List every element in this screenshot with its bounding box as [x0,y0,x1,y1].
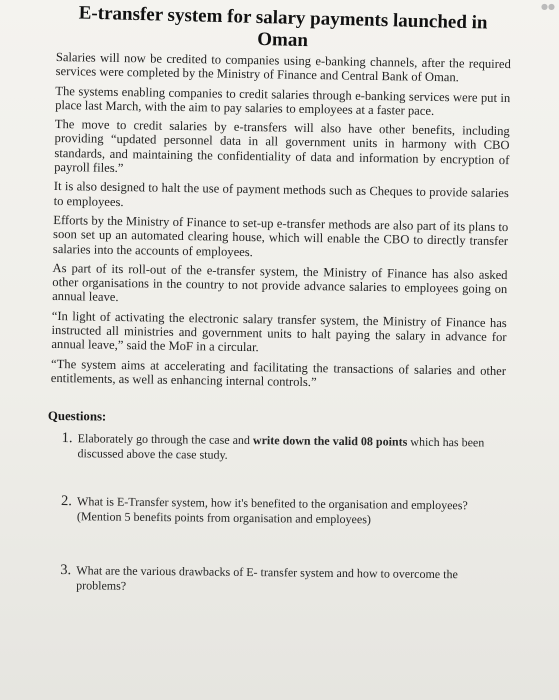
questions-heading: Questions: [47,409,107,424]
signal-icon: ●● [541,2,555,11]
article-body [51,50,511,392]
question-text: What is E-Transfer system, how it's benefited to the organisation and employees? (Mention 5 benefits points from organisation and employees) [76,494,468,527]
question-number: 2. [60,493,72,510]
article-title-line-2: Oman [256,28,309,52]
questions-section [47,409,511,597]
article-title-line-1: E-transfer system for salary payments launched in [78,2,488,34]
paragraph-8: “The system aims at accelerating and facilitating the transactions of salaries and other entitlements, as well as enhancing internal controls.” [50,356,507,390]
article-title [55,0,511,57]
question-number: 1. [61,430,73,447]
paragraph-3: The move to credit salaries by e-transfers will also have other benefits, including providing “updated personnel data in all government units in harmony with CBO standards, and maintaining the confidentiality of data and information by encryption of payroll files.” [54,117,510,176]
paragraph-7: “In light of activating the electronic salary transfer system, the Ministry of Finance has instructed all ministries and government units to halt paying the salary in advance for annual leave,” said the MoF in a circular. [51,308,507,355]
question-2 [61,494,510,528]
question-text-part: Elaborately go through the case and [77,431,254,448]
paragraph-6: As part of its roll-out of the e-transfer system, the Ministry of Finance has also asked other organisations in the country to not provide advance salaries to employees going on annual leave. [52,260,508,305]
question-emphasis: write down the valid 08 points [252,433,408,449]
paragraph-2: The systems enabling companies to credit salaries through e-banking services were put in place last March, with the aim to pay salaries to employees at a faster pace. [55,83,511,118]
question-text: What are the various drawbacks of E- transfer system and how to overcome the problems? [76,563,458,593]
question-3 [60,563,509,597]
paragraph-1: Salaries will now be credited to companies using e-banking channels, after the required services were completed by the Ministry of Finance and Central Bank of Oman. [55,50,511,85]
question-number: 3. [60,562,72,579]
paragraph-4: It is also designed to halt the use of payment methods such as Cheques to provide salaries to employees. [53,179,509,209]
question-text [77,431,510,465]
question-1 [61,431,510,465]
paragraph-5: Efforts by the Ministry of Finance to set-up e-transfer methods are also part of its plans to soon set up an automated clearing house, which will enable the CBO to directly transfer salaries into the accounts of employees. [52,212,509,259]
question-text-part: which has been discussed above the case study. [77,434,485,462]
